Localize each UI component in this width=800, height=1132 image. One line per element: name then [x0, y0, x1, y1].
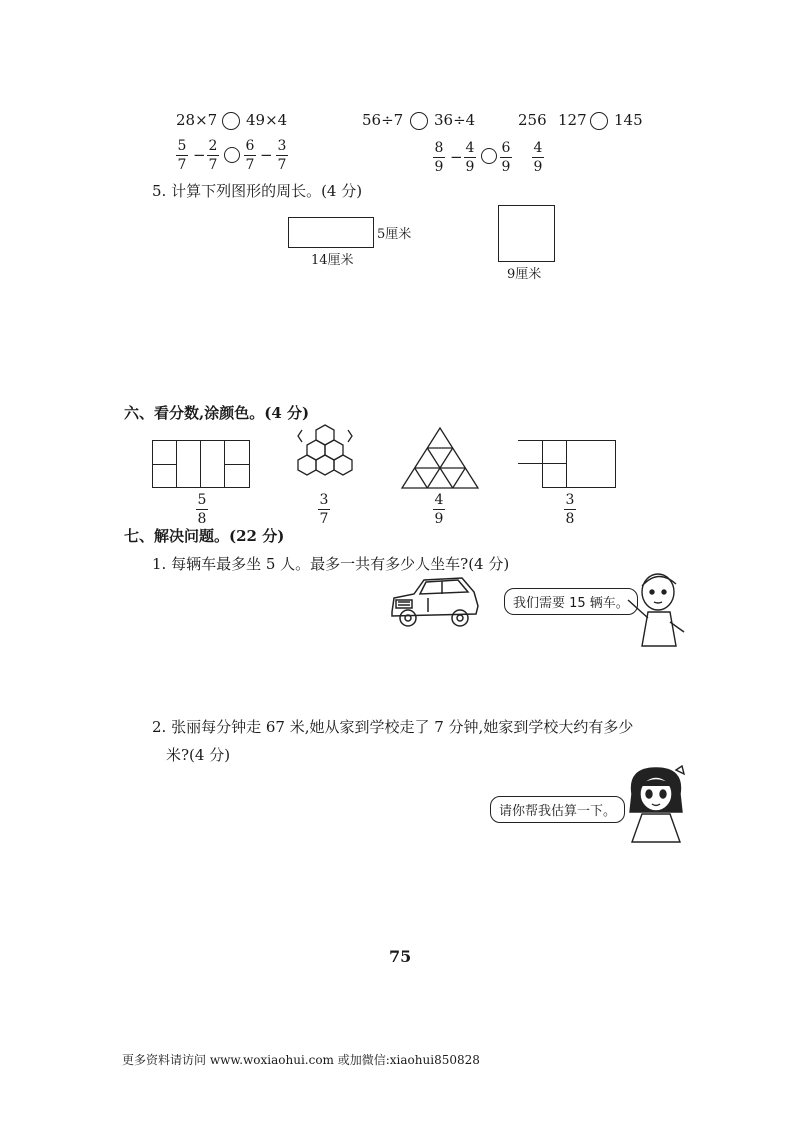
compare-3-prefix: 256	[518, 111, 547, 129]
car-illustration	[384, 572, 484, 632]
minus-sign: −	[450, 148, 463, 166]
rectangle-figure	[288, 217, 374, 248]
question-7-2-line-2: 米?(4 分)	[166, 746, 231, 764]
square-figure	[498, 205, 555, 262]
section-7-title: 七、解决问题。(22 分)	[124, 527, 285, 545]
question-7-1-text: 1. 每辆车最多坐 5 人。最多一共有多少人坐车?(4 分)	[152, 555, 510, 573]
fraction: 6 9	[501, 140, 511, 175]
fraction-label-2: 3 7	[319, 492, 329, 527]
question-7-2-line-1: 2. 张丽每分钟走 67 米,她从家到学校走了 7 分钟,她家到学校大约有多少	[152, 718, 634, 736]
compare-circle-3[interactable]	[590, 112, 608, 130]
compare-2-left: 56÷7	[362, 111, 404, 129]
minus-sign: −	[193, 146, 206, 164]
compare-circle-5[interactable]	[481, 148, 497, 164]
compare-1-right: 49×4	[246, 111, 288, 129]
fraction: 2 7	[208, 138, 218, 173]
question-5-title: 5. 计算下列图形的周长。(4 分)	[152, 182, 363, 200]
fraction-label-3: 4 9	[434, 492, 444, 527]
compare-circle-2[interactable]	[410, 112, 428, 130]
shape-partial-rectangle[interactable]	[518, 440, 618, 488]
minus-sign: −	[260, 146, 273, 164]
fraction: 4 9	[533, 140, 543, 175]
speech-bubble-1: 我们需要 15 辆车。	[504, 588, 638, 615]
fraction: 4 9	[465, 140, 475, 175]
fraction: 5 7	[177, 138, 187, 173]
shape-rectangle-eighths[interactable]	[152, 440, 250, 488]
fraction: 6 7	[245, 138, 255, 173]
compare-3-left: 127	[558, 111, 587, 129]
fraction: 8 9	[434, 140, 444, 175]
fraction-label-4: 3 8	[565, 492, 575, 527]
shape-triangle-ninths[interactable]	[400, 426, 480, 490]
square-side-label: 9厘米	[507, 267, 542, 282]
rectangle-width-label: 14厘米	[311, 253, 354, 268]
compare-circle-1[interactable]	[222, 112, 240, 130]
section-6-title: 六、看分数,涂颜色。(4 分)	[124, 404, 310, 422]
compare-2-right: 36÷4	[434, 111, 476, 129]
fraction: 3 7	[277, 138, 287, 173]
girl-illustration-2	[618, 764, 694, 844]
rectangle-height-label: 5厘米	[377, 227, 412, 242]
speech-bubble-2: 请你帮我估算一下。	[490, 796, 625, 823]
shape-hexagon-cluster[interactable]	[290, 422, 360, 492]
fraction-label-1: 5 8	[197, 492, 207, 527]
compare-1-left: 28×7	[176, 111, 218, 129]
girl-illustration-1	[622, 568, 692, 648]
compare-3-right: 145	[614, 111, 643, 129]
footer-text: 更多资料请访问 www.woxiaohui.com 或加微信:xiaohui850828	[122, 1053, 480, 1067]
page-number: 75	[389, 947, 412, 966]
compare-circle-4[interactable]	[224, 147, 240, 163]
